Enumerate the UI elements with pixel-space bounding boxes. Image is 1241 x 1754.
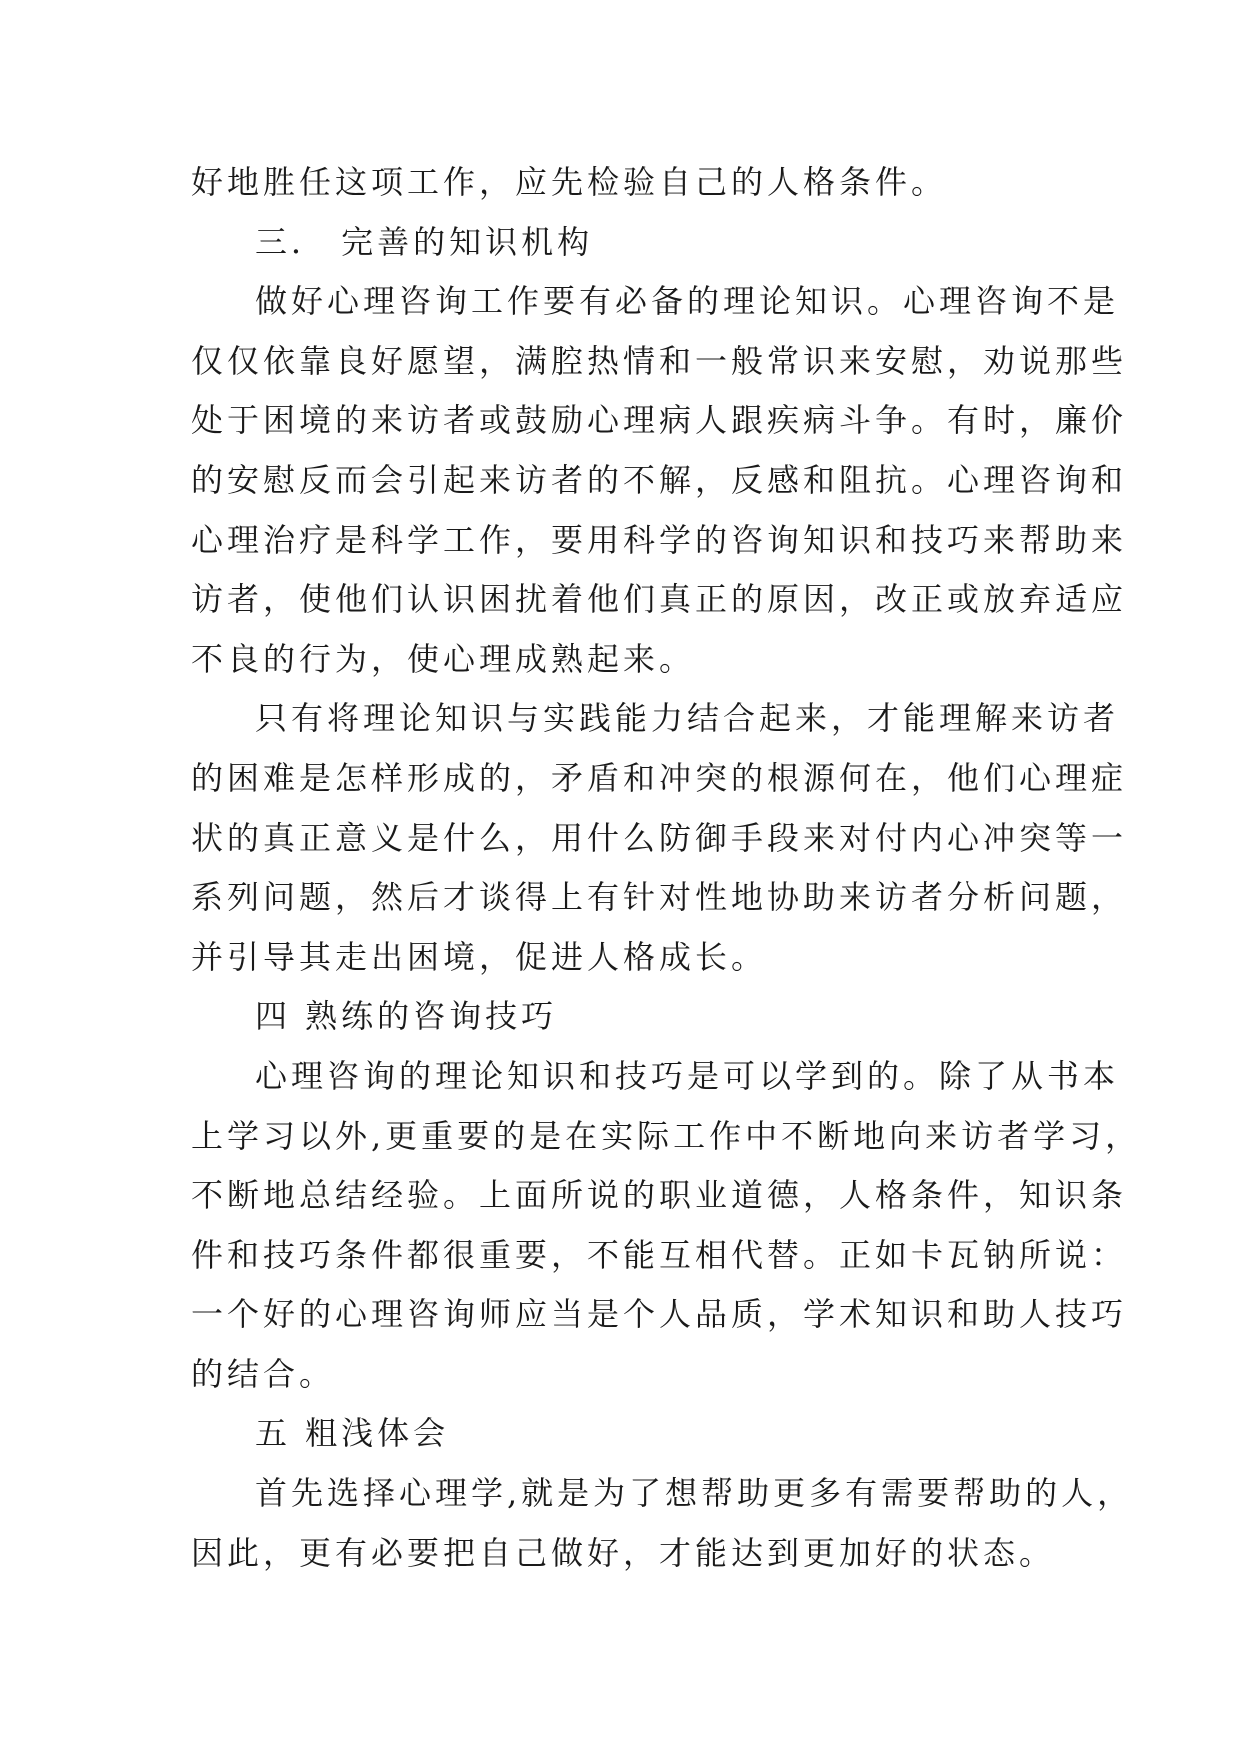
- section-heading-5: 五 粗浅体会: [255, 1414, 450, 1453]
- section-heading-4: 四 熟练的咨询技巧: [255, 997, 558, 1036]
- text-line: 的安慰反而会引起来访者的不解，反感和阻抗。心理咨询和: [191, 460, 1128, 499]
- body-text: [191, 153, 1142, 1583]
- text-line: 心理咨询的理论知识和技巧是可以学到的。除了从书本: [255, 1056, 1120, 1095]
- section-heading-3: 三． 完善的知识机构: [255, 222, 594, 261]
- text-line: 访者，使他们认识困扰着他们真正的原因，改正或放弃适应: [191, 580, 1128, 619]
- text-line: 只有将理论知识与实践能力结合起来，才能理解来访者: [255, 699, 1120, 738]
- text-line: 不良的行为，使心理成熟起来。: [191, 639, 696, 678]
- text-line: 做好心理咨询工作要有必备的理论知识。心理咨询不是: [255, 282, 1120, 321]
- text-line: 上学习以外,更重要的是在实际工作中不断地向来访者学习，: [191, 1116, 1142, 1155]
- text-line: 仅仅依靠良好愿望，满腔热情和一般常识来安慰，劝说那些: [191, 341, 1128, 380]
- text-line: 状的真正意义是什么，用什么防御手段来对付内心冲突等一: [191, 818, 1128, 857]
- text-line: 不断地总结经验。上面所说的职业道德，人格条件，知识条: [191, 1176, 1128, 1215]
- text-line: 的困难是怎样形成的，矛盾和冲突的根源何在，他们心理症: [191, 758, 1128, 797]
- text-line: 件和技巧条件都很重要，不能互相代替。正如卡瓦钠所说：: [191, 1235, 1128, 1274]
- text-line: 好地胜任这项工作，应先检验自己的人格条件。: [191, 163, 948, 201]
- text-line: 系列问题，然后才谈得上有针对性地协助来访者分析问题，: [191, 878, 1128, 917]
- text-line: 处于困境的来访者或鼓励心理病人跟疾病斗争。有时，廉价: [191, 401, 1128, 440]
- text-line: 的结合。: [191, 1354, 336, 1393]
- text-line: 一个好的心理咨询师应当是个人品质，学术知识和助人技巧: [191, 1295, 1128, 1334]
- text-line: 并引导其走出困境，促进人格成长。: [191, 937, 768, 976]
- text-line: 首先选择心理学,就是为了想帮助更多有需要帮助的人，: [255, 1474, 1134, 1513]
- text-line: 心理治疗是科学工作，要用科学的咨询知识和技巧来帮助来: [191, 520, 1128, 559]
- text-line: 因此，更有必要把自己做好，才能达到更加好的状态。: [191, 1533, 1056, 1572]
